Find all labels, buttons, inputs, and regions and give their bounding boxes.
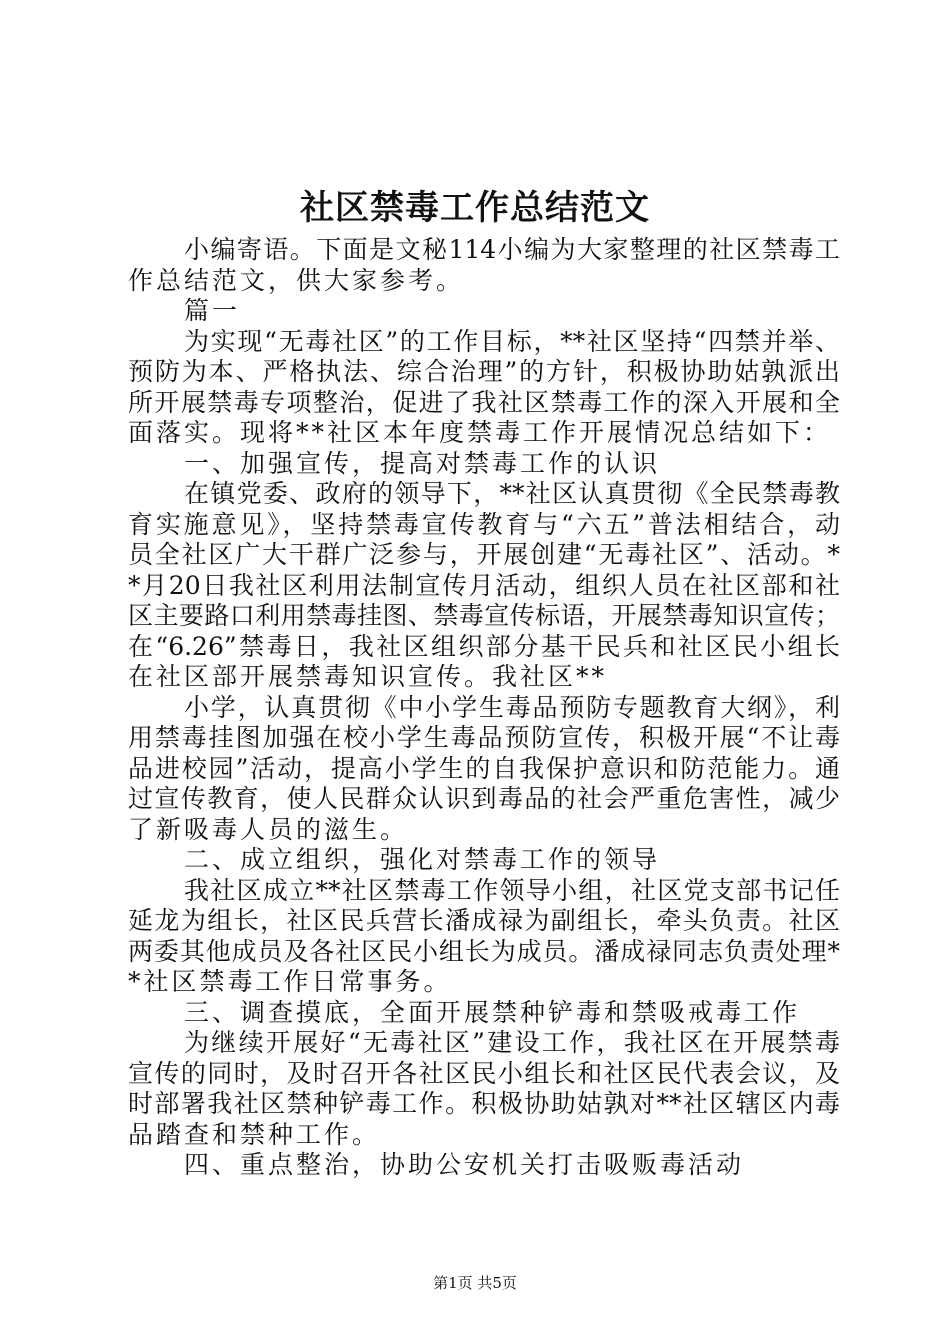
text-line: 两委其他成员及各社区民小组长为成员。潘成禄同志负责处理*	[128, 936, 840, 966]
paragraph	[128, 998, 840, 1029]
text-line: 我社区成立**社区禁毒工作领导小组，社区党支部书记任	[184, 875, 840, 905]
text-line: *月20日我社区利用法制宣传月活动，组织人员在社区部和社	[128, 570, 840, 600]
text-line: 品踏查和禁种工作。	[128, 1119, 381, 1149]
document-body	[128, 235, 840, 1181]
text-line: 过宣传教育，使人民群众认识到毒品的社会严重危害性，减少	[128, 784, 840, 813]
paragraph	[128, 479, 840, 693]
document-title: 社区禁毒工作总结范文	[300, 188, 650, 228]
text-line: 用禁毒挂图加强在校小学生毒品预防宣传，积极开展“不让毒	[128, 723, 840, 752]
text-line: *社区禁毒工作日常事务。	[128, 967, 452, 996]
text-line: 延龙为组长，社区民兵营长潘成禄为副组长，牵头负责。社区	[128, 906, 840, 935]
text-line: 面落实。现将**社区本年度禁毒工作开展情况总结如下：	[128, 418, 832, 447]
paragraph	[128, 1150, 840, 1181]
paragraph	[128, 845, 840, 876]
text-line: 员全社区广大干群广泛参与，开展创建“无毒社区”、活动。*	[128, 540, 840, 569]
text-line: 所开展禁毒专项整治，促进了我社区禁毒工作的深入开展和全	[128, 387, 840, 417]
text-line: 为继续开展好“无毒社区”建设工作，我社区在开展禁毒	[184, 1028, 840, 1057]
text-line: 四、重点整治，协助公安机关打击吸贩毒活动	[184, 1150, 745, 1179]
text-line: 在“6.26”禁毒日，我社区组织部分基干民兵和社区民小组长	[128, 631, 840, 661]
text-line: 在镇党委、政府的领导下，**社区认真贯彻《全民禁毒教	[184, 479, 840, 508]
paragraph	[128, 1028, 840, 1150]
paragraph	[128, 235, 840, 296]
paragraph	[128, 876, 840, 998]
text-line: 作总结范文，供大家参考。	[128, 265, 465, 295]
paragraph	[128, 449, 840, 480]
page-number: 第1页 共5页	[433, 1274, 517, 1292]
text-line: 为实现“无毒社区”的工作目标，**社区坚持“四禁并举、	[184, 326, 840, 356]
paragraph	[128, 327, 840, 449]
text-line: 小编寄语。下面是文秘114小编为大家整理的社区禁毒工	[184, 235, 840, 264]
text-line: 在社区部开展禁毒知识宣传。我社区**	[128, 662, 608, 691]
text-line: 小学，认真贯彻《中小学生毒品预防专题教育大纲》，利	[184, 692, 840, 722]
text-line: 了新吸毒人员的滋生。	[128, 814, 409, 844]
text-line: 一、加强宣传，提高对禁毒工作的认识	[184, 448, 661, 478]
paragraph	[128, 693, 840, 846]
text-line: 篇一	[184, 296, 241, 325]
text-line: 宣传的同时，及时召开各社区民小组长和社区民代表会议，及	[128, 1058, 840, 1088]
text-line: 时部署我社区禁种铲毒工作。积极协助姑孰对**社区辖区内毒	[128, 1089, 840, 1118]
text-line: 二、成立组织，强化对禁毒工作的领导	[184, 845, 661, 874]
text-line: 区主要路口利用禁毒挂图、禁毒宣传标语，开展禁毒知识宣传；	[128, 601, 840, 630]
text-line: 预防为本、严格执法、综合治理”的方针，积极协助姑孰派出	[128, 357, 840, 386]
text-line: 育实施意见》，坚持禁毒宣传教育与“六五”普法相结合，动	[128, 509, 840, 539]
text-line: 品进校园”活动，提高小学生的自我保护意识和防范能力。通	[128, 753, 840, 783]
paragraph	[128, 296, 840, 327]
text-line: 三、调查摸底，全面开展禁种铲毒和禁吸戒毒工作	[184, 997, 801, 1027]
